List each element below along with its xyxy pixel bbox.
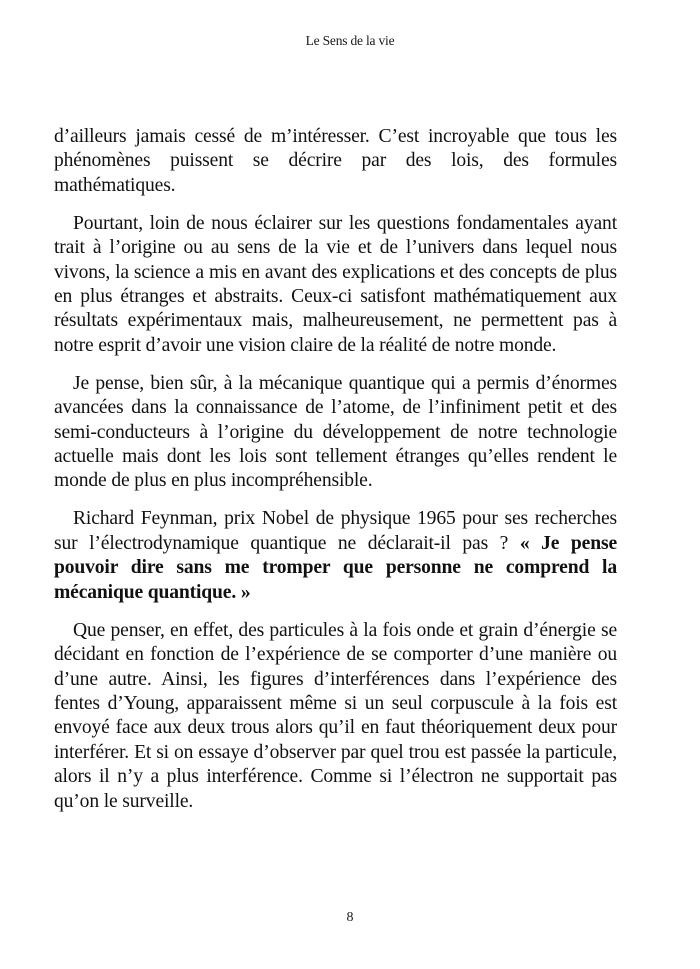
body-text xyxy=(54,125,617,828)
paragraph-4 xyxy=(54,507,617,605)
running-header-title: Le Sens de la vie xyxy=(305,33,395,48)
page-number: 8 xyxy=(346,910,354,925)
paragraph-5: Que penser, en effet, des particules à la fois onde et grain d’énergie se décidant en fonction de l’expérience de se comporter d’une manière ou d’une autre. Ainsi, les figures d’interférences dans l’expérience des fentes d’Young, apparaissent même si un seul corpuscule à la fois est envoyé face aux deux trous alors qu’il en faut théoriquement deux pour interférer. Et si on essaye d’observer par quel trou est passée la particule, alors il n’y a plus interférence. Comme si l’électron ne supportait pas qu’on le surveille. xyxy=(54,619,617,812)
paragraph-1: d’ailleurs jamais cessé de m’intéresser. C’est incroyable que tous les phénomènes puissent se décrire par des lois, des formules mathématiques. xyxy=(54,126,617,196)
paragraph-4-text: Richard Feynman, prix Nobel de physique 1965 pour ses recherches sur l’électrodynamique quantique ne déclarait-il pas ? xyxy=(54,508,617,554)
paragraph-2: Pourtant, loin de nous éclairer sur les questions fondamentales ayant trait à l’origine ou au sens de la vie et de l’univers dans lequel nous vivons, la science a mis en avant des explications et des concepts de plus en plus étranges et abstraits. Ceux-ci satisfont mathématiquement aux résultats expérimentaux mais, malheureusement, ne permettent pas à notre esprit d’avoir une vision claire de la réalité de notre monde. xyxy=(54,212,617,356)
feynman-quote: « Je pense pouvoir dire sans me tromper que personne ne comprend la mécanique quantique. » xyxy=(54,532,617,603)
paragraph-3: Je pense, bien sûr, à la mécanique quantique qui a permis d’énormes avancées dans la connaissance de l’atome, de l’infiniment petit et des semi-conducteurs à l’origine du développement de notre technologie actuelle mais dont les lois sont tellement étranges qu’elles rendent le monde de plus en plus incompréhensible. xyxy=(54,372,617,492)
